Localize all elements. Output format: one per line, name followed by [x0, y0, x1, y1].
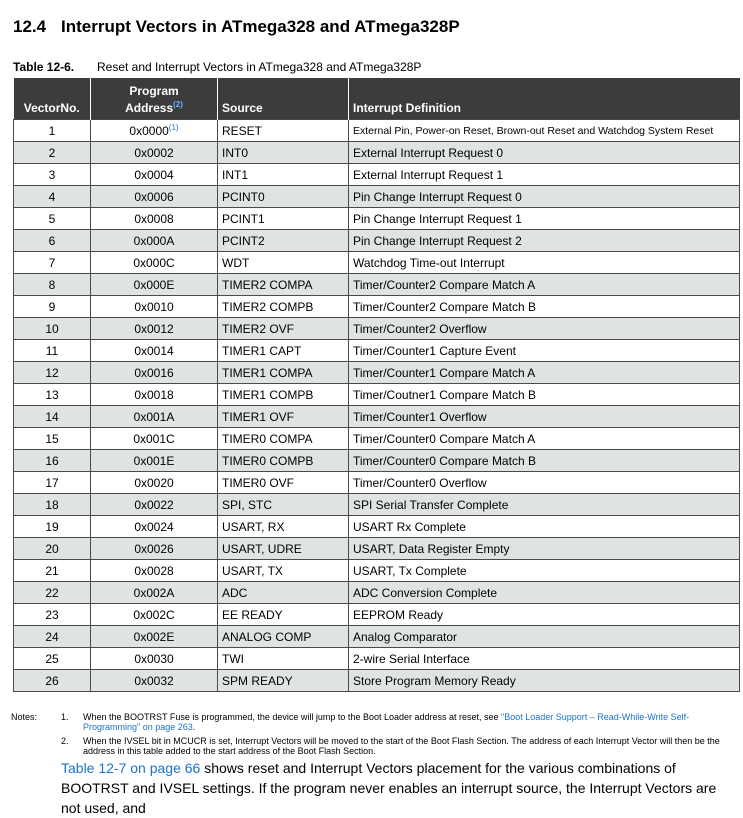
program-address-cell: 0x0006	[91, 186, 218, 208]
vector-no-cell: 2	[14, 142, 91, 164]
interrupt-definition-cell: Timer/Counter0 Compare Match B	[349, 450, 740, 472]
source-cell: RESET	[218, 120, 349, 142]
paragraph-text: shows reset and Interrupt Vectors placement for the various combinations of BOOTRST and IVSEL settings. If the program never enables an interrupt source, the Interrupt Vectors are not used, and	[61, 760, 717, 816]
interrupt-definition-cell: Pin Change Interrupt Request 0	[349, 186, 740, 208]
interrupt-definition-cell: Watchdog Time-out Interrupt	[349, 252, 740, 274]
vector-no-cell: 22	[14, 582, 91, 604]
interrupt-definition-cell: Timer/Counter1 Overflow	[349, 406, 740, 428]
table-row	[14, 120, 740, 142]
source-cell: TIMER2 COMPB	[218, 296, 349, 318]
interrupt-definition-cell: Pin Change Interrupt Request 2	[349, 230, 740, 252]
program-address-cell: 0x0018	[91, 384, 218, 406]
source-cell: PCINT0	[218, 186, 349, 208]
table-caption-label: Table 12-6.	[13, 60, 75, 74]
program-address-cell: 0x001A	[91, 406, 218, 428]
interrupt-definition-cell: ADC Conversion Complete	[349, 582, 740, 604]
table-body	[14, 120, 740, 692]
interrupt-definition-cell: Timer/Counter2 Overflow	[349, 318, 740, 340]
table-row	[14, 538, 740, 560]
source-cell: EE READY	[218, 604, 349, 626]
note-2	[11, 736, 739, 756]
interrupt-definition-cell: Timer/Counter0 Overflow	[349, 472, 740, 494]
interrupt-definition-cell: External Pin, Power-on Reset, Brown-out Reset and Watchdog System Reset	[349, 120, 740, 142]
program-address-cell: 0x0012	[91, 318, 218, 340]
program-address-cell: 0x0026	[91, 538, 218, 560]
vector-no-cell: 1	[14, 120, 91, 142]
program-address-cell: 0x001E	[91, 450, 218, 472]
interrupt-definition-cell: Timer/Counter0 Compare Match A	[349, 428, 740, 450]
program-address-cell: 0x0020	[91, 472, 218, 494]
program-address-cell: 0x000A	[91, 230, 218, 252]
table-row	[14, 648, 740, 670]
vector-no-cell: 10	[14, 318, 91, 340]
vector-no-cell: 17	[14, 472, 91, 494]
address-footnote-ref[interactable]: (2)	[173, 100, 183, 109]
table-header-row	[14, 78, 740, 120]
table-row	[14, 494, 740, 516]
vector-no-cell: 7	[14, 252, 91, 274]
interrupt-definition-cell: USART, Tx Complete	[349, 560, 740, 582]
program-address-cell: 0x0022	[91, 494, 218, 516]
note-number: 1.	[61, 712, 69, 722]
note-number: 2.	[61, 736, 69, 746]
vector-no-cell: 16	[14, 450, 91, 472]
vector-no-cell: 5	[14, 208, 91, 230]
table-row	[14, 362, 740, 384]
vector-no-cell: 19	[14, 516, 91, 538]
note-text: When the BOOTRST Fuse is programmed, the device will jump to the Boot Loader address at reset, see	[83, 712, 502, 722]
interrupt-definition-cell: Timer/Counter2 Compare Match A	[349, 274, 740, 296]
table-row	[14, 428, 740, 450]
note-text: When the IVSEL bit in MCUCR is set, Interrupt Vectors will be moved to the start of the Boot Flash Section. The address of each Interrupt Vector will then be the address in this table added to the start address of the Boot Flash Section.	[83, 736, 720, 756]
source-cell: TIMER2 OVF	[218, 318, 349, 340]
source-cell: TIMER1 COMPB	[218, 384, 349, 406]
table-row	[14, 406, 740, 428]
program-address-cell: 0x0008	[91, 208, 218, 230]
program-address-cell: 0x0024	[91, 516, 218, 538]
program-address-cell: 0x002E	[91, 626, 218, 648]
table-row	[14, 604, 740, 626]
header-vector-no: VectorNo.	[14, 78, 91, 120]
source-cell: USART, UDRE	[218, 538, 349, 560]
interrupt-definition-cell: SPI Serial Transfer Complete	[349, 494, 740, 516]
table-12-7-link[interactable]: Table 12-7 on page 66	[61, 760, 201, 776]
source-cell: ADC	[218, 582, 349, 604]
table-row	[14, 384, 740, 406]
interrupt-definition-cell: USART Rx Complete	[349, 516, 740, 538]
source-cell: USART, TX	[218, 560, 349, 582]
program-address-cell: 0x0004	[91, 164, 218, 186]
vector-no-cell: 15	[14, 428, 91, 450]
vector-no-cell: 4	[14, 186, 91, 208]
reset-footnote-ref[interactable]: (1)	[168, 123, 179, 132]
source-cell: PCINT2	[218, 230, 349, 252]
table-caption-text: Reset and Interrupt Vectors in ATmega328 and ATmega328P	[97, 60, 422, 74]
source-cell: TIMER2 COMPA	[218, 274, 349, 296]
program-address-cell: 0x0000$^{(1)}$	[91, 120, 218, 142]
table-row	[14, 252, 740, 274]
table-row	[14, 296, 740, 318]
table-row	[14, 516, 740, 538]
source-cell: PCINT1	[218, 208, 349, 230]
interrupt-definition-cell: USART, Data Register Empty	[349, 538, 740, 560]
vector-no-cell: 3	[14, 164, 91, 186]
program-address-cell: 0x0010	[91, 296, 218, 318]
table-row	[14, 340, 740, 362]
table-row	[14, 472, 740, 494]
table-row	[14, 142, 740, 164]
source-cell: WDT	[218, 252, 349, 274]
section-heading	[13, 17, 460, 37]
note-1: Notes: 1. When the BOOTRST Fuse is programmed, the device will jump to the Boot Loader address at reset, see "Boot Loader Support – Read-While-Write Self-Programming" on page 263.	[11, 712, 690, 732]
program-address-cell: 0x0028	[91, 560, 218, 582]
vector-no-cell: 25	[14, 648, 91, 670]
table-row	[14, 560, 740, 582]
vector-no-cell: 26	[14, 670, 91, 692]
program-address-cell: 0x0014	[91, 340, 218, 362]
interrupt-definition-cell: EEPROM Ready	[349, 604, 740, 626]
program-address-cell: 0x0002	[91, 142, 218, 164]
source-cell: USART, RX	[218, 516, 349, 538]
source-cell: INT1	[218, 164, 349, 186]
table-row	[14, 274, 740, 296]
body-paragraph	[61, 758, 737, 818]
vector-no-cell: 24	[14, 626, 91, 648]
table-row	[14, 230, 740, 252]
table-row	[14, 450, 740, 472]
notes-block	[11, 712, 739, 756]
vector-no-cell: 23	[14, 604, 91, 626]
table-row	[14, 626, 740, 648]
table-row	[14, 164, 740, 186]
table-caption	[13, 60, 421, 74]
program-address-cell: 0x001C	[91, 428, 218, 450]
interrupt-definition-cell: External Interrupt Request 0	[349, 142, 740, 164]
interrupt-definition-cell: External Interrupt Request 1	[349, 164, 740, 186]
source-cell: TWI	[218, 648, 349, 670]
table-row	[14, 186, 740, 208]
table-row	[14, 582, 740, 604]
source-cell: SPI, STC	[218, 494, 349, 516]
vector-no-cell: 20	[14, 538, 91, 560]
interrupt-definition-cell: Pin Change Interrupt Request 1	[349, 208, 740, 230]
source-cell: TIMER1 COMPA	[218, 362, 349, 384]
source-cell: TIMER0 COMPA	[218, 428, 349, 450]
source-cell: TIMER1 CAPT	[218, 340, 349, 362]
interrupt-definition-cell: Timer/Counter1 Compare Match A	[349, 362, 740, 384]
header-source: Source	[218, 78, 349, 120]
header-program-address: Program Address$^{(2)}$	[91, 78, 218, 120]
section-number: 12.4	[13, 17, 47, 36]
interrupt-definition-cell: Store Program Memory Ready	[349, 670, 740, 692]
vector-no-cell: 12	[14, 362, 91, 384]
source-cell: ANALOG COMP	[218, 626, 349, 648]
interrupt-definition-cell: Analog Comparator	[349, 626, 740, 648]
table-row	[14, 318, 740, 340]
table-row	[14, 670, 740, 692]
program-address-cell: 0x000C	[91, 252, 218, 274]
notes-label: Notes:	[11, 712, 38, 722]
interrupt-definition-cell: 2-wire Serial Interface	[349, 648, 740, 670]
vector-no-cell: 21	[14, 560, 91, 582]
program-address-cell: 0x0030	[91, 648, 218, 670]
vector-no-cell: 6	[14, 230, 91, 252]
vector-no-cell: 9	[14, 296, 91, 318]
source-cell: INT0	[218, 142, 349, 164]
section-title: Interrupt Vectors in ATmega328 and ATmega328P	[61, 17, 460, 36]
vector-no-cell: 11	[14, 340, 91, 362]
program-address-cell: 0x000E	[91, 274, 218, 296]
program-address-cell: 0x0016	[91, 362, 218, 384]
interrupt-definition-cell: Timer/Coutner1 Compare Match B	[349, 384, 740, 406]
source-cell: SPM READY	[218, 670, 349, 692]
source-cell: TIMER1 OVF	[218, 406, 349, 428]
table-row	[14, 208, 740, 230]
program-address-cell: 0x002C	[91, 604, 218, 626]
interrupt-definition-cell: Timer/Counter2 Compare Match B	[349, 296, 740, 318]
interrupt-definition-cell: Timer/Counter1 Capture Event	[349, 340, 740, 362]
note-link-boot-loader[interactable]: "Boot Loader Support – Read-While-Write Self-Programming" on page 263	[83, 712, 690, 732]
vector-no-cell: 13	[14, 384, 91, 406]
header-interrupt-definition: Interrupt Definition	[349, 78, 740, 120]
source-cell: TIMER0 COMPB	[218, 450, 349, 472]
program-address-cell: 0x002A	[91, 582, 218, 604]
interrupt-vector-table	[13, 78, 740, 692]
vector-no-cell: 14	[14, 406, 91, 428]
vector-no-cell: 18	[14, 494, 91, 516]
vector-no-cell: 8	[14, 274, 91, 296]
source-cell: TIMER0 OVF	[218, 472, 349, 494]
program-address-cell: 0x0032	[91, 670, 218, 692]
